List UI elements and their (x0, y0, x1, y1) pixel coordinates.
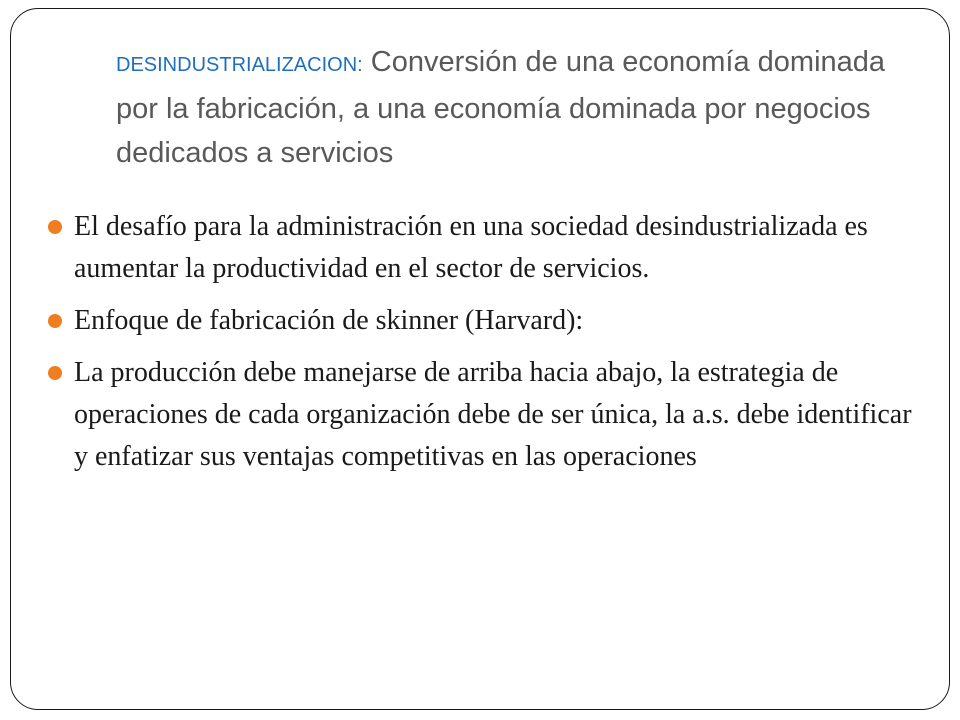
title-term: DESINDUSTRIALIZACION: (116, 54, 363, 76)
bullet-dot-icon (48, 314, 62, 328)
bullet-item (46, 206, 926, 290)
bullet-item (46, 352, 926, 478)
bullet-text: La producción debe manejarse de arriba hacia abajo, la estrategia de operaciones de cada organización debe de ser única, la a.s. debe identificar y enfatizar sus ventajas competitivas en las operaciones (74, 357, 912, 472)
bullet-dot-icon (48, 366, 62, 380)
bullet-dot-icon (48, 220, 62, 234)
bullet-text: El desafío para la administración en una sociedad desindustrializada es aumentar la productividad en el sector de servicios. (74, 211, 868, 284)
bullet-item (46, 300, 926, 342)
bullet-text: Enfoque de fabricación de skinner (Harvard): (74, 305, 584, 336)
bullet-list (46, 206, 926, 488)
slide-title (116, 40, 896, 175)
title-definition: Conversión de una economía dominada por la fabricación, a una economía dominada por negocios dedicados a servicios (116, 46, 886, 169)
